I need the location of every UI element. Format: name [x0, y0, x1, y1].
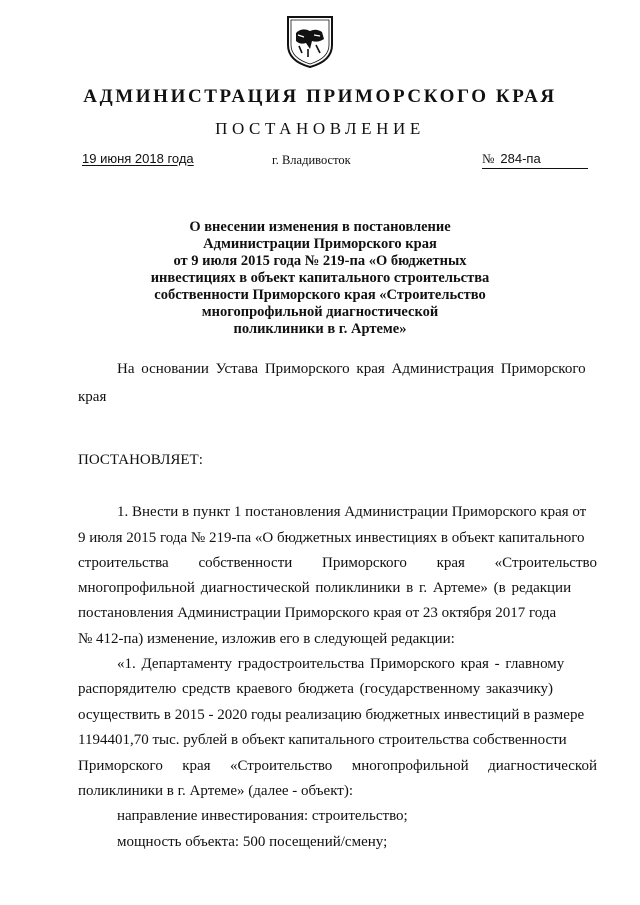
document-number: 284-па [500, 151, 541, 166]
paragraph-word: края [182, 758, 211, 774]
paragraph-line: многопрофильной диагностической поликлиники в г. Артеме» (в редакции [78, 580, 572, 596]
document-number-field [482, 151, 588, 169]
title-line: Администрации Приморского края [203, 236, 437, 252]
quoted-paragraph-line [78, 758, 597, 775]
paragraph-word: многопрофильной [351, 758, 469, 774]
document-type: ПОСТАНОВЛЕНИЕ [215, 119, 425, 138]
paragraph-word: Приморского [78, 758, 163, 774]
quoted-paragraph-line: распорядителю средств краевого бюджета (государственному заказчику) [78, 681, 554, 697]
paragraph-line: № 412-па) изменение, изложив его в следующей редакции: [78, 631, 455, 647]
number-sign: № [482, 151, 495, 166]
paragraph-line [78, 555, 597, 572]
title-line: инвестициях в объект капитального строительства [150, 270, 490, 286]
quoted-paragraph-line: осуществить в 2015 - 2020 годы реализацию бюджетных инвестиций в размере [78, 707, 585, 723]
organization-title: АДМИНИСТРАЦИЯ ПРИМОРСКОГО КРАЯ [83, 86, 557, 107]
paragraph-word: «Строительство [230, 758, 333, 774]
paragraph-line: 1. Внести в пункт 1 постановления Администрации Приморского края от [117, 504, 587, 520]
document-city: г. Владивосток [272, 153, 351, 167]
quoted-paragraph-line: 1194401,70 тыс. рублей в объект капитального строительства собственности [78, 732, 567, 748]
paragraph-word: Приморского [322, 555, 407, 571]
paragraph-line: 9 июля 2015 года № 219-па «О бюджетных инвестициях в объект капитального [78, 530, 585, 546]
paragraph-word: собственности [198, 555, 293, 571]
decree-heading: ПОСТАНОВЛЯЕТ: [78, 452, 203, 468]
quoted-paragraph-line: поликлиники в г. Артеме» (далее - объект): [78, 783, 353, 799]
paragraph-word: строительства [78, 555, 169, 571]
document-date: 19 июня 2018 года [82, 151, 194, 166]
paragraph-line: постановления Администрации Приморского края от 23 октября 2017 года [78, 605, 557, 621]
basis-text-line: края [78, 389, 107, 405]
title-line: собственности Приморского края «Строительство [154, 287, 486, 303]
paragraph-word: диагностической [488, 758, 597, 774]
basis-text-line: На основании Устава Приморского края Администрация Приморского [117, 361, 586, 377]
quoted-paragraph-line: мощность объекта: 500 посещений/смену; [117, 834, 388, 850]
title-line: от 9 июля 2015 года № 219-па «О бюджетных [173, 253, 467, 269]
title-line: О внесении изменения в постановление [189, 219, 451, 235]
paragraph-word: края [436, 555, 465, 571]
paragraph-word: «Строительство [494, 555, 597, 571]
document-title [130, 219, 510, 338]
coat-of-arms-emblem [284, 13, 336, 69]
quoted-paragraph-line: «1. Департаменту градостроительства Приморского края - главному [117, 656, 565, 672]
title-line: поликлиники в г. Артеме» [233, 321, 407, 337]
title-line: многопрофильной диагностической [201, 304, 439, 320]
quoted-paragraph-line: направление инвестирования: строительство; [117, 808, 408, 824]
